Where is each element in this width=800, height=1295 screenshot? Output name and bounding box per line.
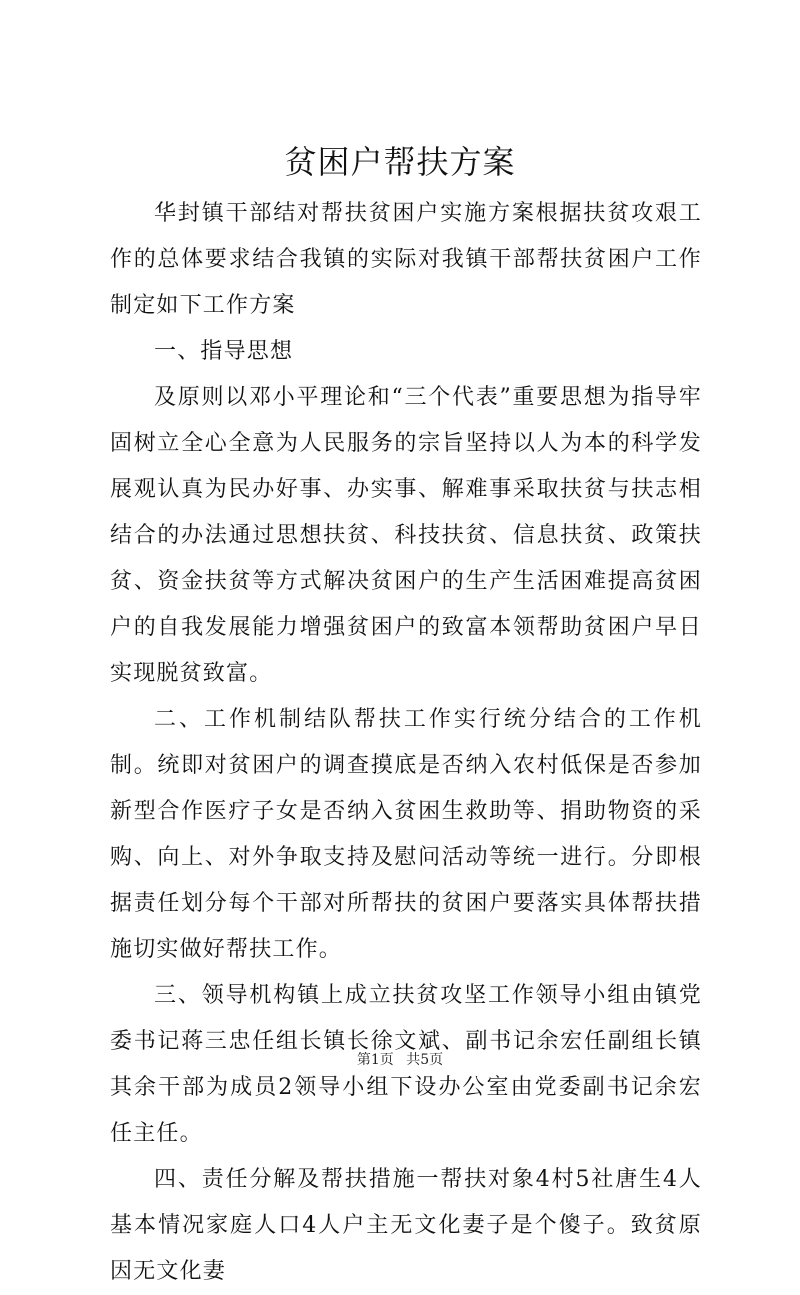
- document-body: [110, 191, 702, 1295]
- paragraph-leadership: 三、领导机构镇上成立扶贫攻坚工作领导小组由镇党委书记蒋三忠任组长镇长徐文斌、副书记余宏任副组长镇其余干部为成员2领导小组下设办公室由党委副书记余宏任主任。: [110, 983, 702, 1146]
- page-number: 第1页: [356, 1052, 394, 1068]
- page-footer: [0, 1050, 800, 1070]
- paragraph-principles: 及原则以邓小平理论和“三个代表”重要思想为指导牢固树立全心全意为人民服务的宗旨坚持以人为本的科学发展观认真为民办好事、办实事、解难事采取扶贫与扶志相结合的办法通过思想扶贫、科技扶贫、信息扶贫、政策扶贫、资金扶贫等方式解决贫困户的生产生活困难提高贫困户的自我发展能力增强贫困户的致富本领帮助贫困户早日实现脱贫致富。: [110, 385, 702, 686]
- paragraph-heading-guiding-thought: 一、指导思想: [154, 339, 294, 364]
- total-pages: 共5页: [406, 1052, 444, 1068]
- paragraph-work-mechanism: 二、工作机制结队帮扶工作实行统分结合的工作机制。统即对贫困户的调查摸底是否纳入农村低保是否参加新型合作医疗子女是否纳入贫困生救助等、捐助物资的采购、向上、对外争取支持及慰问活动等统一进行。分即根据责任划分每个干部对所帮扶的贫困户要落实具体帮扶措施切实做好帮扶工作。: [110, 707, 702, 962]
- document-title: 贫困户帮扶方案: [284, 143, 516, 181]
- paragraph-responsibility: 四、责任分解及帮扶措施一帮扶对象4村5社唐生4人基本情况家庭人口4人户主无文化妻子是个傻子。致贫原因无文化妻: [110, 1167, 702, 1284]
- paragraph-intro: 华封镇干部结对帮扶贫困户实施方案根据扶贫攻艰工作的总体要求结合我镇的实际对我镇干部帮扶贫困户工作制定如下工作方案: [110, 201, 702, 318]
